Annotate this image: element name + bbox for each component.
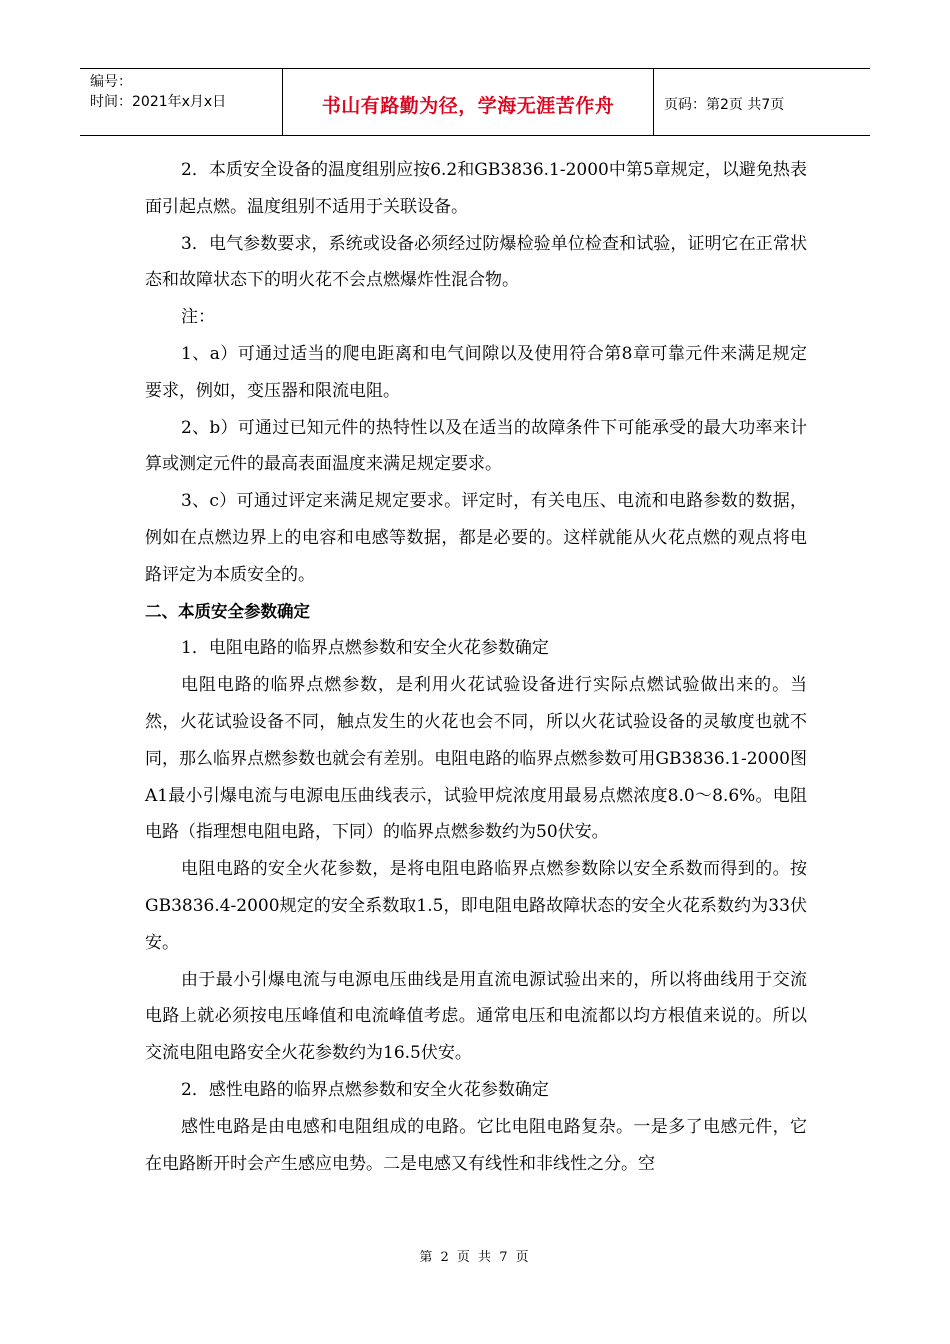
subsection-heading: 1．电阻电路的临界点燃参数和安全火花参数确定 — [181, 638, 549, 659]
page-footer: 第 2 页 共 7 页 — [419, 1250, 531, 1265]
paragraph: 3．电气参数要求，系统或设备必须经过防爆检验单位检查和试验，证明它在正常状态和故障状态下的明火花不会点燃爆炸性混合物。 — [145, 233, 807, 291]
paragraph: 电阻电路的安全火花参数，是将电阻电路临界点燃参数除以安全系数而得到的。按GB3836.4-2000规定的安全系数取1.5，即电阻电路故障状态的安全火花系数约为33伏安。 — [145, 859, 807, 953]
paragraph: 电阻电路的临界点燃参数，是利用火花试验设备进行实际点燃试验做出来的。当然，火花试验设备不同，触点发生的火花也会不同，所以火花试验设备的灵敏度也就不同，那么临界点燃参数也就会有差别。电阻电路的临界点燃参数可用GB3836.1-2000图A1最小引爆电流与电源电压曲线表示，试验甲烷浓度用最易点燃浓度8.0～8.6%。电阻电路（指理想电阻电路，下同）的临界点燃参数约为50伏安。 — [145, 675, 807, 843]
header-page-number: 页码：第2页 共7页 — [664, 97, 785, 113]
header-left-cell — [80, 69, 282, 135]
note-item: 3、c）可通过评定来满足规定要求。评定时，有关电压、电流和电路参数的数据，例如在点燃边界上的电容和电感等数据，都是必要的。这样就能从火花点燃的观点将电路评定为本质安全的。 — [145, 491, 807, 585]
paragraph: 感性电路是由电感和电阻组成的电路。它比电阻电路复杂。一是多了电感元件，它在电路断开时会产生感应电势。二是电感又有线性和非线性之分。空 — [145, 1116, 807, 1174]
date-label: 时间：2021年x月x日 — [90, 94, 227, 110]
document-body — [145, 152, 807, 1182]
page-header — [80, 68, 870, 136]
subsection-heading: 2．感性电路的临界点燃参数和安全火花参数确定 — [181, 1079, 549, 1100]
section-heading: 二、本质安全参数确定 — [145, 601, 310, 621]
note-label: 注： — [181, 307, 215, 328]
header-motto: 书山有路勤为径，学海无涯苦作舟 — [282, 69, 654, 135]
paragraph: 2．本质安全设备的温度组别应按6.2和GB3836.1-2000中第5章规定，以避免热表面引起点燃。温度组别不适用于关联设备。 — [145, 160, 807, 217]
note-item: 2、b）可通过已知元件的热特性以及在适当的故障条件下可能承受的最大功率来计算或测定元件的最高表面温度来满足规定要求。 — [145, 417, 807, 475]
paragraph: 由于最小引爆电流与电源电压曲线是用直流电源试验出来的，所以将曲线用于交流电路上就必须按电压峰值和电流峰值考虑。通常电压和电流都以均方根值来说的。所以交流电阻电路安全火花参数约为16.5伏安。 — [145, 969, 807, 1064]
serial-number-label: 编号： — [90, 74, 132, 90]
note-item: 1、a）可通过适当的爬电距离和电气间隙以及使用符合第8章可靠元件来满足规定要求，例如，变压器和限流电阻。 — [145, 343, 807, 401]
